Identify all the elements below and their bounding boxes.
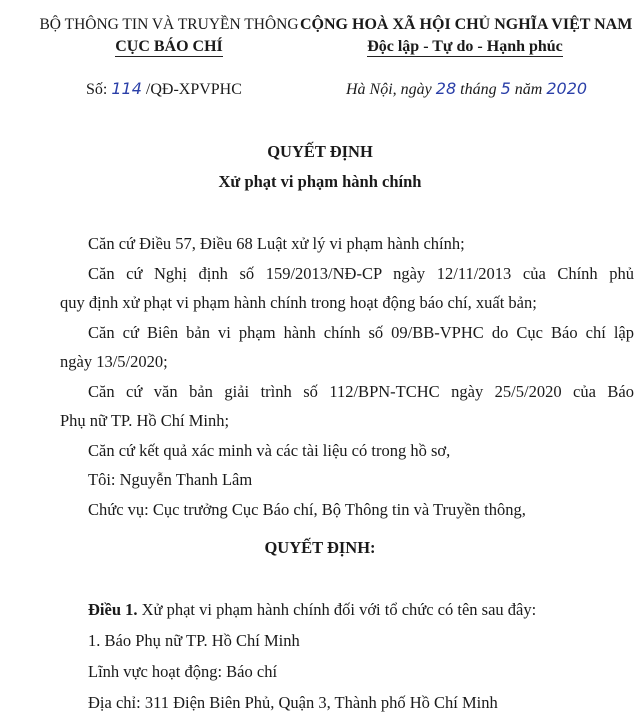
article-1-intro: [88, 594, 634, 625]
basis-decree-line1: Căn cứ Nghị định số 159/2013/NĐ-CP ngày 12/11/2013 của Chính phủ: [88, 263, 634, 283]
date-year: 2020: [546, 79, 588, 98]
date-day: 28: [435, 79, 457, 98]
issuing-agency-block: [30, 14, 308, 58]
document-number-label: Số:: [86, 81, 108, 98]
signer-name: Tôi: Nguyễn Thanh Lâm: [88, 470, 253, 489]
article-1: [88, 594, 634, 718]
document-subtitle: Xử phạt vi phạm hành chính: [218, 172, 422, 191]
document-number: [86, 79, 242, 99]
document-title: QUYẾT ĐỊNH: [267, 142, 373, 161]
signer-position: Chức vụ: Cục trưởng Cục Báo chí, Bộ Thông tin và Truyền thông,: [88, 499, 526, 519]
document-number-suffix: /QĐ-XPVPHC: [145, 81, 242, 98]
article-1-label: Điều 1.: [88, 600, 138, 619]
place-and-date: [346, 79, 587, 99]
ministry-name: BỘ THÔNG TIN VÀ TRUYỀN THÔNG: [39, 16, 299, 33]
basis-explanation-line2: Phụ nữ TP. Hồ Chí Minh;: [60, 411, 230, 430]
article-1-address: Địa chỉ: 311 Điện Biên Phủ, Quận 3, Thành phố Hồ Chí Minh: [88, 693, 498, 712]
basis-law: Căn cứ Điều 57, Điều 68 Luật xử lý vi phạm hành chính;: [88, 234, 465, 253]
basis-report-line2: ngày 13/5/2020;: [60, 352, 168, 371]
basis-decree-line2: quy định xử phạt vi phạm hành chính trong hoạt động báo chí, xuất bản;: [60, 293, 537, 312]
date-month: 5: [500, 79, 511, 98]
document-number-handwritten: 114: [111, 79, 142, 98]
article-1-field: Lĩnh vực hoạt động: Báo chí: [88, 662, 278, 681]
basis-explanation-line1: Căn cứ văn bản giải trình số 112/BPN-TCHC ngày 25/5/2020 của Báo: [88, 381, 634, 401]
basis-verification: Căn cứ kết quả xác minh và các tài liệu có trong hồ sơ,: [88, 440, 451, 460]
department-name: CỤC BÁO CHÍ: [115, 38, 223, 55]
article-1-item-1: 1. Báo Phụ nữ TP. Hồ Chí Minh: [88, 631, 300, 650]
legal-bases: [60, 229, 634, 524]
national-title-block: [300, 14, 633, 58]
nation-name: CỘNG HOÀ XÃ HỘI CHỦ NGHĨA VIỆT NAM: [300, 16, 633, 33]
article-1-text: Xử phạt vi phạm hành chính đối với tổ chức có tên sau đây:: [141, 600, 537, 619]
decision-heading: QUYẾT ĐỊNH:: [264, 538, 376, 557]
date-year-label: năm: [514, 81, 543, 98]
basis-report-line1: Căn cứ Biên bản vi phạm hành chính số 09/BB-VPHC do Cục Báo chí lập: [88, 322, 634, 342]
national-motto: Độc lập - Tự do - Hạnh phúc: [367, 38, 563, 55]
date-month-label: tháng: [460, 81, 497, 98]
place-date-prefix: Hà Nội, ngày: [346, 81, 432, 98]
